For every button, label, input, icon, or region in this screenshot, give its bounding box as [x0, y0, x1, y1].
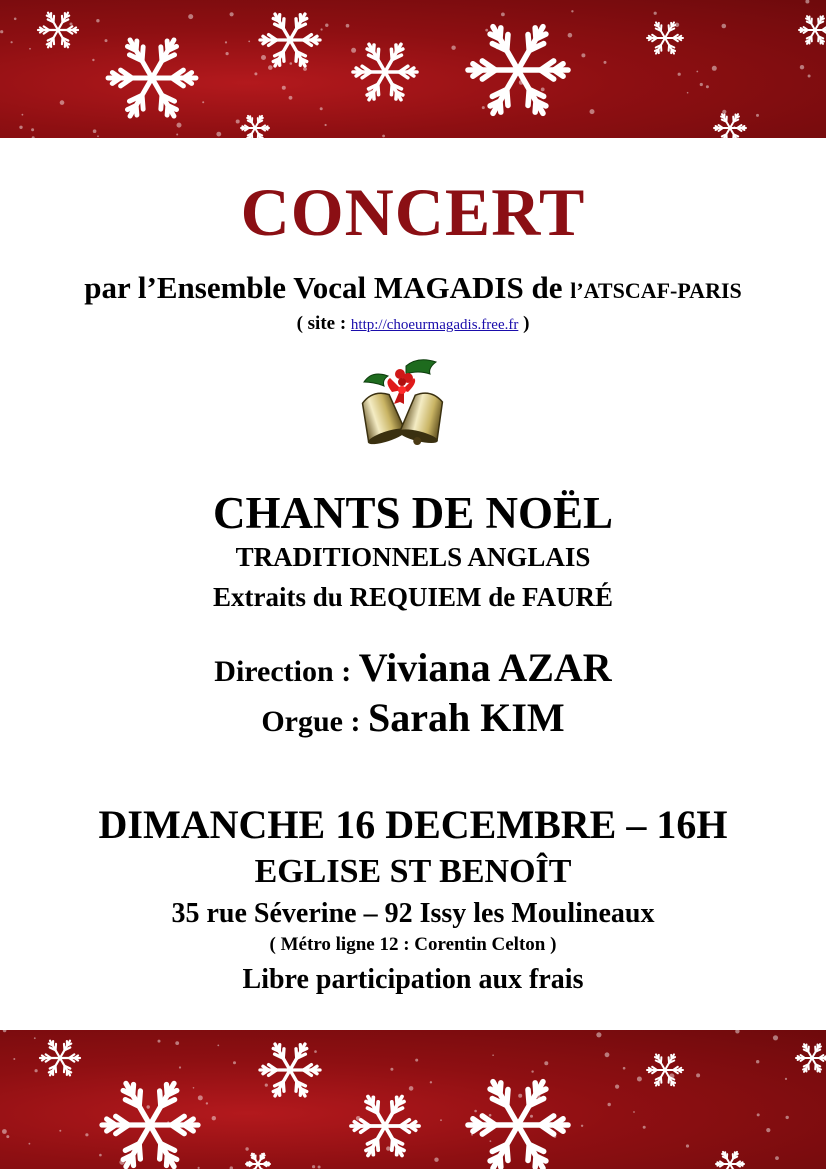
snow-dot: [519, 80, 524, 85]
program-line-2: Extraits du REQUIEM de FAURÉ: [212, 582, 614, 612]
snow-dot: [314, 1050, 317, 1053]
snow-dot: [415, 1059, 418, 1062]
organization-name: l’ATSCAF-PARIS: [570, 278, 742, 303]
snow-dot: [325, 24, 328, 27]
snowflake-icon: [351, 1097, 419, 1156]
snow-dot: [217, 1045, 219, 1047]
snow-dot: [430, 1081, 432, 1083]
snow-dot: [193, 1087, 195, 1089]
snow-dot: [6, 1135, 9, 1138]
snow-dot: [409, 1086, 414, 1091]
snowflake-icon: [246, 1154, 270, 1169]
snow-dot: [175, 1041, 179, 1045]
snow-dot: [158, 1040, 161, 1043]
snow-dot: [501, 13, 505, 17]
snow-dot: [590, 109, 595, 114]
snow-dot: [70, 23, 73, 26]
snow-dot: [85, 1133, 88, 1136]
snow-dot: [32, 136, 35, 138]
site-suffix: ): [523, 313, 530, 334]
snow-dot: [505, 1154, 507, 1156]
snow-dot: [0, 30, 3, 33]
snow-dot: [290, 62, 293, 65]
snow-dot: [581, 1125, 583, 1127]
snowflake-icon: [716, 1152, 744, 1169]
snow-dot: [637, 1077, 642, 1082]
snow-dot: [245, 1147, 248, 1150]
snow-dot: [29, 48, 31, 50]
snow-dot: [312, 1165, 315, 1168]
snow-dot: [808, 75, 811, 78]
director-name: Viviana AZAR: [358, 645, 612, 690]
snow-dot: [568, 33, 573, 38]
snow-dot: [675, 23, 679, 27]
snow-dot: [541, 88, 545, 92]
snow-dot: [265, 1084, 268, 1087]
snow-dot: [451, 46, 455, 50]
snow-dot: [571, 10, 573, 12]
bottom-snowflake-banner: [0, 1030, 826, 1169]
event-date: DIMANCHE 16 DECEMBRE – 16H: [98, 802, 728, 847]
snow-dot: [321, 28, 323, 30]
christmas-bells-icon: [344, 352, 460, 458]
snow-dot: [179, 1066, 181, 1068]
site-prefix: ( site :: [296, 313, 347, 334]
snow-dot: [492, 1054, 494, 1056]
snow-dot: [92, 59, 94, 61]
program-line-1: TRADITIONNELS ANGLAIS: [235, 542, 591, 572]
event-address: 35 rue Séverine – 92 Issy les Moulineaux: [171, 898, 655, 929]
snow-dot: [226, 52, 229, 55]
snow-dot: [800, 65, 804, 69]
snow-dot: [31, 128, 34, 131]
snowflake-icon: [38, 13, 78, 48]
snow-dot: [29, 1143, 31, 1145]
snow-dot: [110, 83, 112, 85]
snow-dot: [669, 1073, 674, 1078]
snow-dot: [176, 134, 178, 136]
snow-dot: [485, 67, 490, 72]
top-snowflake-banner: [0, 0, 826, 138]
snow-dot: [805, 0, 809, 4]
snow-dot: [489, 1114, 492, 1117]
snow-dot: [177, 123, 182, 128]
snow-dot: [11, 41, 13, 43]
snow-dot: [474, 1110, 477, 1113]
snow-dot: [553, 1135, 556, 1138]
snow-dot: [346, 24, 350, 28]
snowflake-icon: [714, 114, 746, 138]
snow-dot: [320, 107, 323, 110]
snow-dot: [485, 29, 488, 32]
snow-dot: [96, 19, 99, 22]
snow-dot: [382, 135, 385, 138]
snow-dot: [700, 83, 703, 86]
organist-name: Sarah KIM: [367, 695, 565, 740]
snow-dot: [490, 1140, 492, 1142]
byline-par: par: [84, 270, 131, 305]
snow-dot: [678, 73, 681, 76]
snow-dot: [268, 65, 273, 70]
snow-dot: [785, 1078, 787, 1080]
snowflake-icon: [647, 22, 683, 53]
snow-dot: [773, 1035, 778, 1040]
snow-dot: [233, 1061, 236, 1064]
snow-dot: [35, 1069, 38, 1072]
snow-dot: [518, 1094, 522, 1098]
event-venue: EGLISE ST BENOÎT: [254, 853, 572, 890]
snow-dot: [615, 1085, 619, 1089]
snow-dot: [608, 1103, 611, 1106]
snow-dot: [766, 1128, 770, 1132]
event-fee: Libre participation aux frais: [242, 964, 584, 995]
snow-dot: [775, 1156, 779, 1160]
site-line: [0, 311, 826, 338]
snow-dot: [377, 1146, 380, 1149]
snow-dot: [356, 1116, 361, 1121]
snow-dot: [531, 1070, 533, 1072]
snow-dot: [440, 1119, 442, 1121]
snow-dot: [351, 48, 356, 53]
snow-dot: [786, 1116, 789, 1119]
snowflake-icon: [647, 1054, 683, 1085]
snow-dot: [581, 53, 585, 57]
snow-dot: [60, 100, 65, 105]
direction-label: Direction :: [214, 655, 352, 688]
snow-dot: [368, 88, 372, 92]
snowflake-icon: [468, 27, 568, 114]
website-link[interactable]: http://choeurmagadis.free.fr: [350, 317, 519, 333]
snow-dot: [3, 1030, 7, 1032]
snow-dot: [105, 39, 108, 42]
snow-dot: [13, 1058, 15, 1060]
snow-dot: [596, 1032, 601, 1037]
snow-dot: [261, 55, 266, 60]
snow-dot: [643, 1126, 646, 1129]
snow-dot: [696, 71, 698, 73]
snowflake-icon: [260, 1044, 320, 1096]
snowflake-pattern: [0, 0, 826, 138]
snow-dot: [757, 1113, 760, 1116]
snowflake-icon: [468, 1082, 568, 1169]
snow-dot: [434, 1158, 438, 1162]
snow-dot: [722, 110, 726, 114]
snow-dot: [119, 1160, 124, 1165]
byline-de: de: [531, 270, 563, 305]
snow-dot: [303, 67, 307, 71]
snow-dot: [756, 1060, 759, 1063]
snow-dot: [198, 1095, 203, 1100]
direction-line: [0, 644, 826, 696]
snowflake-icon: [796, 1044, 826, 1072]
organ-label: Orgue :: [261, 705, 361, 738]
snow-dot: [390, 1068, 393, 1071]
snow-dot: [22, 114, 24, 116]
snow-dot: [696, 1073, 700, 1077]
snow-dot: [97, 135, 99, 137]
snow-dot: [2, 1129, 7, 1134]
snow-dot: [254, 72, 257, 75]
snow-dot: [482, 106, 485, 109]
snow-dot: [706, 85, 709, 88]
snow-dot: [318, 1166, 321, 1169]
snowflake-icon: [799, 16, 826, 44]
snow-dot: [722, 24, 727, 29]
snow-dot: [394, 50, 396, 52]
snow-dot: [167, 1121, 169, 1123]
snow-dot: [236, 120, 240, 124]
snow-dot: [735, 1030, 739, 1034]
snow-dot: [687, 92, 689, 94]
snow-dot: [248, 41, 250, 43]
snow-dot: [147, 1105, 150, 1108]
snow-dot: [471, 1133, 473, 1135]
snow-dot: [188, 14, 193, 19]
snow-dot: [14, 18, 17, 21]
snow-dot: [544, 1061, 548, 1065]
snow-dot: [59, 1130, 61, 1132]
snow-dot: [282, 86, 286, 90]
snowflake-icon: [108, 40, 196, 116]
snow-dot: [530, 1115, 533, 1118]
snow-dot: [19, 126, 22, 129]
snow-dot: [34, 1037, 36, 1039]
snowflake-icon: [40, 1041, 80, 1076]
snow-dot: [623, 1067, 626, 1070]
snow-dot: [734, 126, 736, 128]
snow-dot: [99, 1154, 102, 1157]
snow-dot: [654, 12, 657, 15]
snow-dot: [712, 66, 717, 71]
snow-dot: [93, 129, 97, 133]
snow-dot: [230, 12, 234, 16]
ensemble-line: [0, 268, 826, 311]
snow-dot: [686, 1144, 689, 1147]
snow-dot: [206, 1102, 208, 1104]
snowflake-icon: [102, 1083, 198, 1166]
snowflake-icon: [241, 116, 269, 138]
snow-dot: [495, 45, 499, 49]
snow-dot: [605, 1052, 610, 1057]
snowflake-icon: [260, 14, 320, 66]
event-metro: ( Métro ligne 12 : Corentin Celton ): [269, 934, 557, 955]
snow-dot: [633, 1111, 635, 1113]
snow-dot: [216, 132, 221, 137]
snowflake-icon: [353, 44, 417, 99]
snow-dot: [212, 1116, 216, 1120]
snow-dot: [202, 101, 204, 103]
snow-dot: [756, 114, 759, 117]
snow-dot: [537, 1095, 541, 1099]
page-title: CONCERT: [240, 174, 586, 250]
snowflake-pattern: [0, 1030, 826, 1169]
snow-dot: [604, 61, 607, 64]
snow-dot: [325, 124, 327, 126]
organ-line: [0, 694, 826, 746]
program-heading: CHANTS DE NOËL: [212, 488, 614, 538]
snow-dot: [289, 96, 293, 100]
snow-dot: [386, 1146, 390, 1150]
ensemble-name: l’Ensemble Vocal MAGADIS: [137, 270, 524, 305]
snow-dot: [225, 41, 227, 43]
